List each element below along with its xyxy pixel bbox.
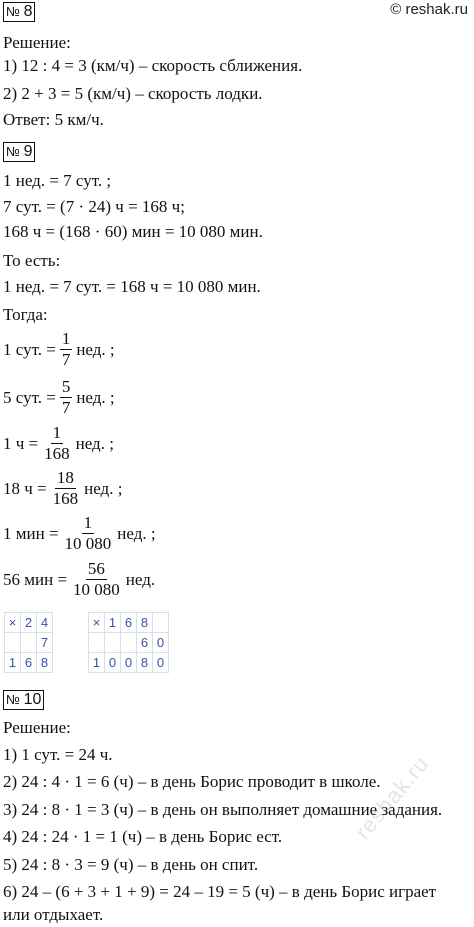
- task-9-badge: [3, 142, 35, 162]
- fraction-right: нед.: [125, 569, 156, 589]
- number-sign: №: [6, 692, 20, 707]
- task-9-line: 1 нед. = 7 сут. = 168 ч = 10 080 мин.: [3, 277, 261, 296]
- task-10-heading: Решение:: [3, 718, 71, 737]
- denominator: 168: [52, 489, 79, 508]
- denominator: 10 080: [64, 534, 112, 553]
- task-10-line: 2) 24 : 4 · 1 = 6 (ч) – в день Борис проводит в школе.: [3, 772, 381, 791]
- fraction: [42, 424, 72, 463]
- result-digit: 8: [137, 653, 153, 673]
- fraction-right: нед. ;: [117, 523, 156, 543]
- denominator: 10 080: [73, 580, 120, 599]
- fraction-right: нед. ;: [76, 387, 115, 407]
- multiply-sign: ×: [5, 613, 21, 633]
- empty-cell: [121, 633, 137, 653]
- empty-cell: [5, 633, 21, 653]
- fraction-right: нед. ;: [76, 339, 115, 359]
- digit: 2: [21, 613, 37, 633]
- number-sign: №: [6, 4, 20, 19]
- numerator: 56: [87, 559, 105, 578]
- result-digit: 0: [121, 653, 137, 673]
- watermark: reshak.ru: [350, 750, 434, 845]
- digit: 8: [137, 613, 153, 633]
- numerator: 1: [52, 423, 62, 442]
- fraction-row: [3, 424, 114, 463]
- digit: 1: [105, 613, 121, 633]
- task-10-line: 3) 24 : 8 · 1 = 3 (ч) – в день он выполняет домашние задания.: [3, 800, 443, 819]
- fraction-left: 1 ч =: [3, 433, 39, 453]
- result-digit: 6: [21, 653, 37, 673]
- task-number: 9: [23, 143, 33, 160]
- task-10-line: 4) 24 : 24 · 1 = 1 (ч) – в день Борис ест.: [3, 827, 283, 846]
- fraction-left: 5 сут. =: [3, 387, 56, 407]
- result-digit: 1: [5, 653, 21, 673]
- denominator: 7: [61, 398, 71, 417]
- fraction-row: [3, 514, 156, 553]
- task-9-line: То есть:: [3, 251, 61, 270]
- task-number: 8: [23, 3, 33, 20]
- task-9-line: 1 нед. = 7 сут. ;: [3, 171, 112, 190]
- digit: 4: [37, 613, 53, 633]
- task-10-line: или отдыхает.: [3, 905, 104, 924]
- numerator: 5: [61, 377, 71, 396]
- number-sign: №: [6, 144, 20, 159]
- denominator: 7: [61, 350, 71, 369]
- column-multiplication-168x60: [88, 612, 169, 673]
- task-8-heading: Решение:: [3, 33, 71, 52]
- result-digit: 0: [105, 653, 121, 673]
- fraction: [60, 378, 73, 417]
- empty-cell: [21, 633, 37, 653]
- task-10-line: 1) 1 сут. = 24 ч.: [3, 745, 113, 764]
- fraction-row: [3, 330, 115, 369]
- result-digit: 0: [153, 653, 169, 673]
- task-8-badge: [3, 2, 35, 22]
- digit: 6: [121, 613, 137, 633]
- digit: 0: [153, 633, 169, 653]
- multiply-sign: ×: [89, 613, 105, 633]
- task-8-line: 2) 2 + 3 = 5 (км/ч) – скорость лодки.: [3, 84, 263, 103]
- fraction-left: 56 мин =: [3, 569, 68, 589]
- task-number: 10: [23, 691, 42, 708]
- fraction-row: [3, 378, 115, 417]
- denominator: 168: [44, 444, 70, 463]
- fraction-right: нед. ;: [75, 433, 114, 453]
- column-multiplication-24x7: [4, 612, 53, 673]
- digit: 6: [137, 633, 153, 653]
- task-10-line: 6) 24 – (6 + 3 + 1 + 9) = 24 – 19 = 5 (ч) – в день Борис играет: [3, 882, 437, 901]
- empty-cell: [105, 633, 121, 653]
- fraction: [71, 560, 122, 599]
- numerator: 18: [56, 468, 74, 487]
- fraction: [51, 469, 81, 508]
- task-10-line: 5) 24 : 8 · 3 = 9 (ч) – в день он спит.: [3, 855, 259, 874]
- task-8-answer: Ответ: 5 км/ч.: [3, 110, 104, 129]
- digit: 7: [37, 633, 53, 653]
- task-9-line: 168 ч = (168 · 60) мин = 10 080 мин.: [3, 222, 263, 241]
- fraction-left: 1 сут. =: [3, 339, 56, 359]
- fraction-left: 18 ч =: [3, 478, 47, 498]
- site-credit: © reshak.ru: [390, 1, 468, 18]
- fraction: [63, 514, 114, 553]
- fraction-row: [3, 560, 155, 599]
- numerator: 1: [61, 329, 71, 348]
- result-digit: 8: [37, 653, 53, 673]
- task-9-line: 7 сут. = (7 · 24) ч = 168 ч;: [3, 197, 185, 216]
- fraction-row: [3, 469, 122, 508]
- task-9-line: Тогда:: [3, 305, 48, 324]
- empty-cell: [153, 613, 169, 633]
- result-digit: 1: [89, 653, 105, 673]
- task-10-badge: [3, 690, 44, 710]
- numerator: 1: [83, 513, 93, 532]
- fraction: [60, 330, 73, 369]
- fraction-right: нед. ;: [84, 478, 123, 498]
- empty-cell: [89, 633, 105, 653]
- task-8-line: 1) 12 : 4 = 3 (км/ч) – скорость сближения.: [3, 56, 303, 75]
- fraction-left: 1 мин =: [3, 523, 59, 543]
